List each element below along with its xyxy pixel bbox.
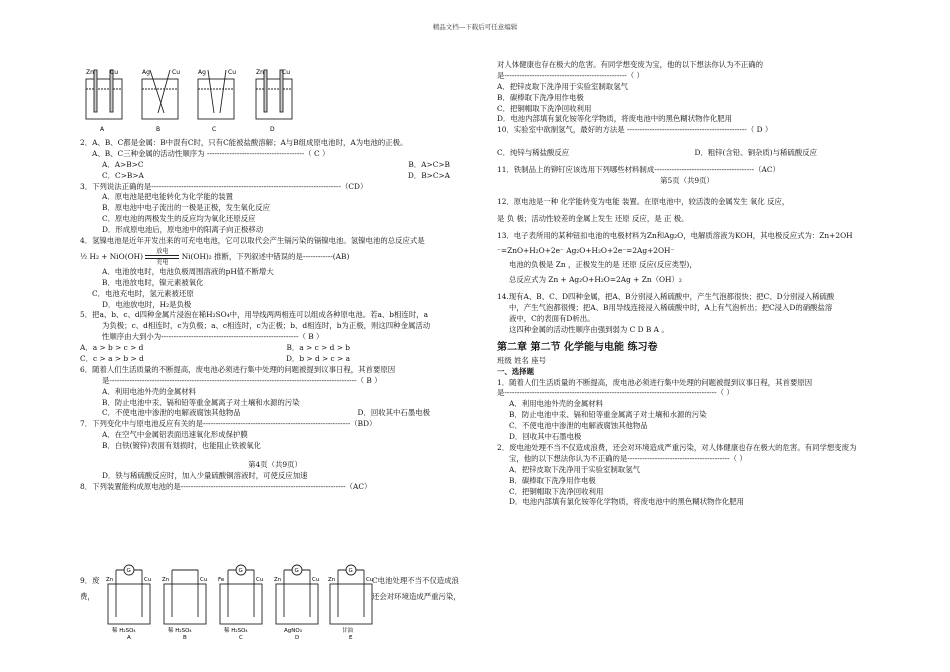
q9-cont-1: 对人体健康也存在极大的危害。有同学想变废为宝，他的以下想法你认为不正确的 — [497, 60, 764, 69]
beaker-figure-q1 — [80, 65, 310, 135]
q9-option-a: A．把锌皮取下洗净用于实验室制取氢气 — [497, 81, 628, 91]
q6-stem: 6．随着人们生活质量的不断提高，废电池必须进行集中处理的问题被提到议事日程，其首要原因 — [80, 364, 396, 374]
q2-question: A、B、C三种金属的活动性顺序为 ---------------------------------------（ C ） — [92, 148, 330, 158]
fig1-cu-label-d: Cu — [282, 69, 290, 76]
cell-c-cu: Cu — [256, 577, 264, 583]
q5-stem-1: 5．把a、b、c、d四种金属片浸泡在稀H₂SO₄中，用导线两两相连可以组成各种原电池。若a、b相连时，a — [80, 310, 428, 320]
fig1-cu-label: Cu — [110, 69, 118, 76]
q10-stem: 10．实验室中欲制氢气，最好的方法是 ------------------------------------------------（ D ） — [497, 125, 773, 135]
galvanometer-a-label: G — [126, 568, 131, 574]
cell-d-solution: AgNO₃ — [284, 628, 302, 634]
cell-e-cu: Cu — [366, 577, 374, 583]
q9-option-c: C．把铜帽取下洗净回收利用 — [497, 103, 592, 113]
cell-d-zn: Zn — [274, 577, 282, 583]
q9-option-b: B．碳棒取下洗净用作电极 — [497, 92, 584, 102]
q6-options-cd: C．不使电池中渗泄的电解液腐蚀其他物品 D．回收其中石墨电极 — [102, 408, 430, 418]
q14-stem-1: 14.现有A、B、C、D四种金属，把A、B分别浸入稀硫酸中，产生气泡都很快；把C、D分别浸入稀硫酸 — [497, 292, 835, 302]
r-q2-option-b: B．碳棒取下洗净用作电极 — [509, 475, 596, 485]
q5-stem-2: 为负极；c、d相连时，c为负极；a、c相连时，c为正极；b、d相连时，b为正极，则这四种金属活动 — [102, 321, 431, 331]
cell-b-solution: 稀 H₂SO₄ — [168, 628, 192, 634]
q3-option-b: B．原电池中电子流出的一极是正极，发生氧化反应 — [102, 203, 271, 213]
r-q2-option-d: D．电池内部填有氯化铵等化学物质，将废电池中的黑色糊状物作化肥用 — [509, 497, 745, 507]
q13-answer-1: 电池的负极是 Zn ，正极发生的是 还原 反应(反应类型)， — [509, 260, 697, 270]
q13-answer-2: 总反应式为 Zn + Ag₂O+H₂O=2Ag + Zn（OH）₂ — [509, 275, 682, 285]
q3-option-d: D．形成原电池后，原电池中的阳离子向正极移动 — [102, 225, 264, 235]
r-q2-option-c: C．把铜帽取下洗净回收利用 — [509, 486, 604, 496]
fig1-ag-label: Ag — [142, 69, 150, 76]
q7-stem: 7．下列变化中与原电池反应有关的是-----------------------------------------------------------（BD） — [80, 419, 377, 429]
q14-answer: 这四种金属的活动性顺序由强到弱为 C D B A 。 — [509, 324, 669, 334]
q6-stem-2: 是---------------------------------------------------------------------------------------------------（ B ） — [102, 375, 382, 385]
page-number-5: 第5页（共9页） — [660, 176, 714, 186]
cell-e-solution: 甘油 — [342, 628, 354, 634]
r-q2-stem: 2．废电池处理不当不仅造成浪费，还会对环境造成严重污染，对人体健康也存在极大的危害。有同学想变废为 — [497, 442, 857, 452]
class-name-seat: 班级 姓名 座号 — [497, 355, 547, 365]
page-header: 精品文档---下载后可任意编辑 — [432, 23, 518, 31]
r-q1-stem-2: 是-------------------------------------------------------------------------------------（ ） — [497, 388, 734, 398]
q12-line-1: 12．原电池是一种 化学能转变为电能 装置。在原电池中，较活泼的金属发生 氧化 反应， — [497, 196, 790, 206]
cell-figure-q8 — [104, 562, 372, 640]
fig1-label-d: D — [270, 126, 275, 133]
cell-d-label: D — [295, 635, 300, 641]
galvanometer-d-label: G — [294, 568, 299, 574]
r-q1-stem: 1．随着人们生活质量的不断提高，废电池必须进行集中处理的问题被提到议事日程，其首要原因 — [497, 377, 813, 387]
q2-options-cd: C．C>B>A D．B>C>A — [102, 170, 450, 180]
q3-option-c: C．原电池的两极发生的反应均为氧化还原反应 — [102, 214, 256, 224]
left-column — [80, 138, 470, 493]
q9-left-text: 9．废 费， — [80, 576, 100, 601]
q9-cont-2: 是-------------------------------------------------（ ） — [497, 70, 644, 80]
r-q1-option-a: A．利用电池外壳的金属材料 — [509, 399, 604, 409]
fig1-zn-label-d: Zn — [256, 69, 264, 76]
q5-options-cd: C．c > a > b > d D．b > d > c > a — [80, 354, 350, 364]
q9-right-text: C电池处理不当不仅造成浪 还会对环境造成严重污染， — [372, 576, 461, 601]
q3-option-a: A．原电池是把电能转化为化学能的装置 — [102, 192, 233, 202]
cell-a-label: A — [127, 635, 131, 641]
fig1-cu-label-b: Cu — [172, 69, 180, 76]
r-q2-stem-2: 宝，他的以下想法你认为不正确的是-----------------------------------------（ ） — [509, 453, 747, 463]
q2-stem: 2．A、B、C都是金属：B中混有C时，只有C能被盐酸溶解；A与B组成原电池时，A为电池的正极。 — [80, 138, 408, 147]
cell-e-label: E — [349, 635, 353, 641]
cell-c-solution: 稀 H₂SO₄ — [224, 628, 248, 634]
cell-a-cu: Cu — [144, 577, 152, 583]
page-number-4: 第4页（共9页） — [248, 460, 302, 470]
q9-option-d: D．电池内部填有氯化铵等化学物质，将废电池中的黑色糊状物作化肥用 — [497, 114, 733, 124]
cell-c-fe: Fe — [218, 577, 225, 583]
fig1-zn-label: Zn — [86, 69, 94, 76]
r-q1-option-b: B．防止电池中汞、镉和铅等重金属离子对土壤和水源的污染 — [509, 410, 707, 420]
fig1-label-b: B — [156, 126, 161, 133]
cell-b-zn: Zn — [162, 577, 170, 583]
q7-option-d: D．铁与稀硫酸反应时，加入少量硫酸铜溶液时，可使反应加速 — [102, 470, 308, 480]
eq-discharge-label: 放电 — [156, 247, 169, 255]
fig1-label-c: C — [212, 126, 217, 133]
q6-option-b: B．防止电池中汞、镉和铅等重金属离子对土壤和水源的污染 — [102, 397, 300, 407]
q14-stem-2: 中，产生气泡都很慢；把A、B用导线连接浸入稀硫酸中时，A上有气泡析出；把C浸入D的硝酸盐溶 — [509, 303, 833, 313]
q14-stem-3: 液中，C的表面有D析出。 — [509, 314, 595, 324]
galvanometer-e-label: G — [348, 568, 353, 574]
q4-stem: 4．氢镍电池是近年开发出来的可充电电池，它可以取代会产生镉污染的镉镍电池。氢镍电池的总反应式是 — [80, 236, 425, 246]
cell-b-label: B — [183, 635, 187, 641]
q10-options-cd: C．纯锌与稀盐酸反应 D．粗锌(含铅、铜杂质)与稀硫酸反应 — [497, 148, 817, 158]
q2-options-ab: A．A>B>C B．A>C>B — [102, 159, 450, 169]
section-heading: 一、选择题 — [497, 366, 534, 376]
q6-option-a: A．利用电池外壳的金属材料 — [102, 386, 197, 396]
cell-a-solution: 稀 H₂SO₄ — [112, 628, 136, 634]
q7-option-b: B．白铁(镀锌)表面有划损时，也能阻止铁被氧化 — [102, 441, 262, 451]
cell-a-zn: Zn — [106, 577, 114, 583]
q13-stem: 13．电子表所用的某种钮扣电池的电极材料为Zn和Ag₂O，电解质溶液为KOH，其电极反应式为：Zn+2OH — [497, 230, 853, 240]
q5-stem-3: 性顺序由大到小为-------------------------------------------------------（ B ） — [102, 332, 324, 342]
q4-equation: ½ H₂ + NiO(OH) 放电 充电 Ni(OH)₂ 推断，下列叙述中错误的是------------(AB) — [80, 247, 350, 266]
r-q1-option-c: C．不使电池中渗泄的电解液腐蚀其他物品 — [509, 421, 648, 431]
q13-equations: ⁻=ZnO+H₂O+2e⁻ Ag₂O+H₂O+2e⁻=2Ag+2OH⁻ — [497, 245, 675, 255]
worksheet-title: 第二章 第二节 化学能与电能 练习卷 — [497, 341, 658, 353]
cell-c-label: C — [239, 635, 243, 641]
cell-b-cu: Cu — [200, 577, 208, 583]
q11-stem: 11．铁制品上的铆钉应该选用下列哪些材料制成----------------------------------------（AC） — [497, 165, 780, 175]
fig1-label-a: A — [100, 126, 105, 133]
q8-stem: 8．下列装置能构成原电池的是------------------------------------------------------------------（AC） — [80, 481, 372, 491]
q4-option-b: B．电池放电时，镍元素被氧化 — [102, 277, 204, 287]
r-q1-option-d: D．回收其中石墨电极 — [509, 432, 582, 442]
eq-charge-label: 充电 — [156, 258, 169, 266]
cell-d-cu: Cu — [312, 577, 320, 583]
q4-option-d: D．电池放电时，H₂是负极 — [102, 299, 192, 309]
q4-option-a: A．电池放电时，电池负极周围溶液的pH值不断增大 — [102, 266, 274, 276]
q4-option-c: C．电池充电时，氢元素被还原 — [92, 288, 194, 298]
r-q2-option-a: A．把锌皮取下洗净用于实验室制取氢气 — [509, 464, 640, 474]
q7-option-a: A．在空气中金属铝表面迅速氧化形成保护膜 — [102, 430, 248, 440]
cell-e-zn: Zn — [328, 577, 336, 583]
q5-options-ab: A．a > b > c > d B．a > c > d > b — [80, 343, 350, 353]
q3-stem: 3．下列说法正确的是----------------------------------------------------------------------------（CD） — [80, 181, 368, 191]
fig1-cu-label-c: Cu — [228, 69, 236, 76]
q12-line-2: 是 负 极；活动性较差的金属上发生 还原 反应，是 正 极。 — [497, 213, 689, 223]
right-column — [497, 60, 877, 508]
galvanometer-c-label: G — [238, 568, 243, 574]
fig1-ag-label-c: Ag — [198, 69, 206, 76]
